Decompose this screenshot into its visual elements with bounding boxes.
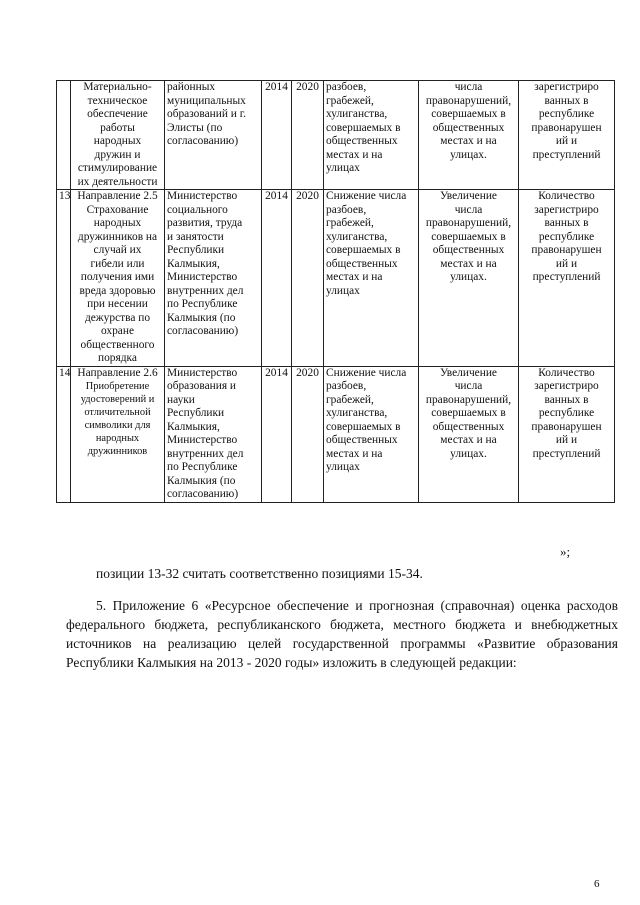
- end-year: 2020: [292, 190, 324, 367]
- row-number: 13: [57, 190, 71, 367]
- expected-effect: разбоев, грабежей, хулиганства, совершаемых в общественных местах и на улицах: [324, 81, 419, 190]
- measure-name-cell: [71, 366, 165, 502]
- measure-executor: Министерство социального развития, труда и занятости Республики Калмыкия, Министерство внутренних дел по Республике Калмыкия (по согласованию): [165, 190, 262, 367]
- table-row: [57, 81, 615, 190]
- row-number: [57, 81, 71, 190]
- program-measures-table: [56, 80, 615, 503]
- expected-result: числа правонарушений, совершаемых в общественных местах и на улицах.: [419, 81, 519, 190]
- row-number: 14: [57, 366, 71, 502]
- measure-name: Направление 2.5 Страхование народных дружинников на случай их гибели или получения ими вреда здоровью при несении дежурства по охране общественного порядка: [71, 190, 165, 367]
- measure-executor: районных муниципальных образований и г. Элисты (по согласованию): [165, 81, 262, 190]
- measure-direction-title: Направление 2.6: [77, 366, 158, 379]
- measure-executor: Министерство образования и науки Республики Калмыкия, Министерство внутренних дел по Республике Калмыкия (по согласованию): [165, 366, 262, 502]
- indicator: Количество зарегистриро ванных в республике правонарушен ий и преступлений: [519, 366, 615, 502]
- indicator: зарегистриро ванных в республике правонарушен ий и преступлений: [519, 81, 615, 190]
- expected-effect: Снижение числа разбоев, грабежей, хулиганства, совершаемых в общественных местах и на улицах: [324, 190, 419, 367]
- appendix-paragraph-text: 5. Приложение 6 «Ресурсное обеспечение и прогнозная (справочная) оценка расходов федерального бюджета, республиканского бюджета, местного бюджета и внебюджетных источников на реализацию целей государственной программы «Развитие образования Республики Калмыкия на 2013 - 2020 годы» изложить в следующей редакции:: [66, 598, 618, 670]
- measure-name: Материально- техническое обеспечение работы народных дружин и стимулирование их деятельности: [71, 81, 165, 190]
- renumbering-paragraph: позиции 13-32 считать соответственно позициями 15-34.: [96, 566, 423, 581]
- start-year: 2014: [262, 366, 292, 502]
- expected-effect: Снижение числа разбоев, грабежей, хулиганства, совершаемых в общественных местах и на улицах: [324, 366, 419, 502]
- start-year: 2014: [262, 190, 292, 367]
- expected-result: Увеличение числа правонарушений, совершаемых в общественных местах и на улицах.: [419, 190, 519, 367]
- end-year: 2020: [292, 366, 324, 502]
- appendix-paragraph: [66, 596, 618, 672]
- indicator: Количество зарегистриро ванных в республике правонарушен ий и преступлений: [519, 190, 615, 367]
- page-number: 6: [594, 878, 600, 890]
- start-year: 2014: [262, 81, 292, 190]
- table-row: [57, 366, 615, 502]
- end-year: 2020: [292, 81, 324, 190]
- table-row: [57, 190, 615, 367]
- closing-quote-mark: »;: [560, 544, 571, 559]
- expected-result: Увеличение числа правонарушений, совершаемых в общественных местах и на улицах.: [419, 366, 519, 502]
- measure-name: Приобретение удостоверений и отличительной символики для народных дружинников: [80, 381, 155, 457]
